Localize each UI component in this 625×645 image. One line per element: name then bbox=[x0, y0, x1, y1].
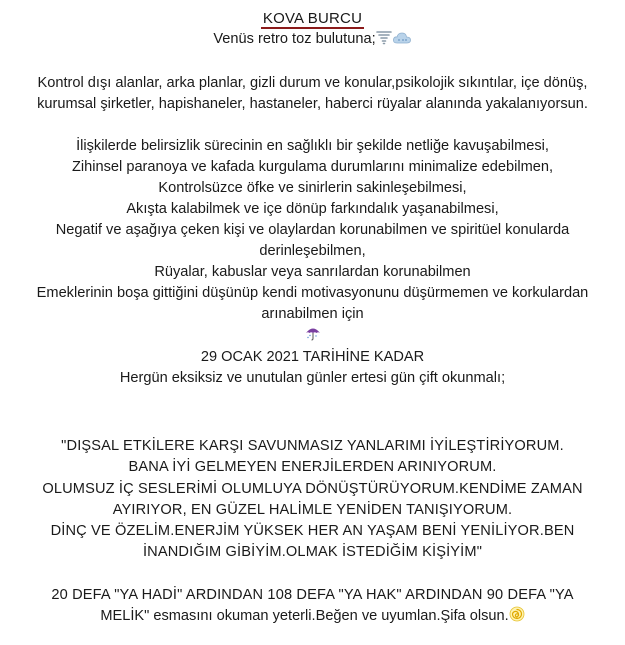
title-block bbox=[0, 0, 625, 29]
intro-paragraph bbox=[0, 73, 625, 115]
closing-line: 20 DEFA "YA HADİ" ARDINDAN 108 DEFA "YA HAK" ARDINDAN 90 DEFA "YA bbox=[51, 586, 574, 603]
wish-line: Negatif ve aşağıya çeken kişi ve olaylardan korunabilmen ve spiritüel konularda bbox=[55, 222, 570, 238]
wish-line: Akışta kalabilmek ve içe dönüp farkındalık yaşanabilmesi, bbox=[126, 201, 499, 217]
subtitle-text: Venüs retro toz bulutuna; bbox=[213, 31, 376, 47]
umbrella-icon bbox=[305, 325, 321, 347]
wish-line: Emeklerinin boşa gittiğini düşünüp kendi motivasyonunu düşürmemen ve korkulardan bbox=[36, 285, 589, 301]
page-title: KOVA BURCU bbox=[262, 10, 363, 27]
daily-instruction: Hergün eksiksiz ve unutulan günler ertesi gün çift okunmalı; bbox=[119, 370, 506, 386]
affirmation-line: İNANDIĞIM GİBİYİM.OLMAK İSTEDİĞİM KİŞİYİM" bbox=[142, 544, 483, 561]
affirmation-line: "DIŞSAL ETKİLERE KARŞI SAVUNMASIZ YANLARIMI İYİLEŞTİRİYORUM. bbox=[61, 438, 564, 454]
wish-line: Zihinsel paranoya ve kafada kurgulama durumlarını minimalize edebilmen, bbox=[71, 159, 554, 175]
closing-paragraph bbox=[0, 585, 625, 629]
intro-line: kurumsal şirketler, hapishaneler, hastaneler, haberci rüyalar alanında yakalanıyorsun. bbox=[37, 96, 588, 112]
affirmation-line: BANA İYİ GELMEYEN ENERJİLERDEN ARINIYORUM. bbox=[128, 459, 497, 476]
closing-line-2 bbox=[0, 606, 625, 629]
affirmation-line: DİNÇ VE ÖZELİM.ENERJİM YÜKSEK HER AN YAŞAM BENİ YENİLİYOR.BEN bbox=[50, 523, 575, 540]
intro-line: Kontrol dışı alanlar, arka planlar, gizli durum ve konular,psikolojik sıkıntılar, içe dönüş, bbox=[37, 75, 588, 91]
closing-text: MELİK" esmasını okuman yeterli.Beğen ve uyumlan.Şifa olsun. bbox=[100, 608, 509, 625]
subtitle-line bbox=[0, 29, 625, 52]
wish-line: Rüyalar, kabuslar veya sanrılardan korunabilmen bbox=[154, 264, 471, 280]
affirmation-line: OLUMSUZ İÇ SESLERİMİ OLUMLUYA DÖNÜŞTÜRÜYORUM.KENDİME ZAMAN bbox=[42, 480, 583, 497]
wish-line: İlişkilerde belirsizlik sürecinin en sağlıklı bir şekilde netliğe kavuşabilmesi, bbox=[76, 138, 549, 154]
dizzy-icon bbox=[509, 606, 525, 629]
wishes-paragraph bbox=[0, 136, 625, 325]
affirmation-line: AYIRIYOR, EN GÜZEL HALİMLE YENİDEN TANIŞIYORUM. bbox=[112, 501, 513, 518]
wish-line: derinleşebilmen, bbox=[259, 243, 366, 259]
tornado-icon bbox=[376, 30, 392, 52]
date-line: 29 OCAK 2021 TARİHİNE KADAR bbox=[200, 349, 425, 365]
wish-line: arınabilmen için bbox=[261, 306, 364, 322]
umbrella-line bbox=[0, 325, 625, 347]
affirmation-paragraph bbox=[0, 436, 625, 564]
wish-line: Kontrolsüzce öfke ve sinirlerin sakinleşebilmesi, bbox=[158, 180, 467, 196]
cloud-icon bbox=[392, 30, 412, 52]
